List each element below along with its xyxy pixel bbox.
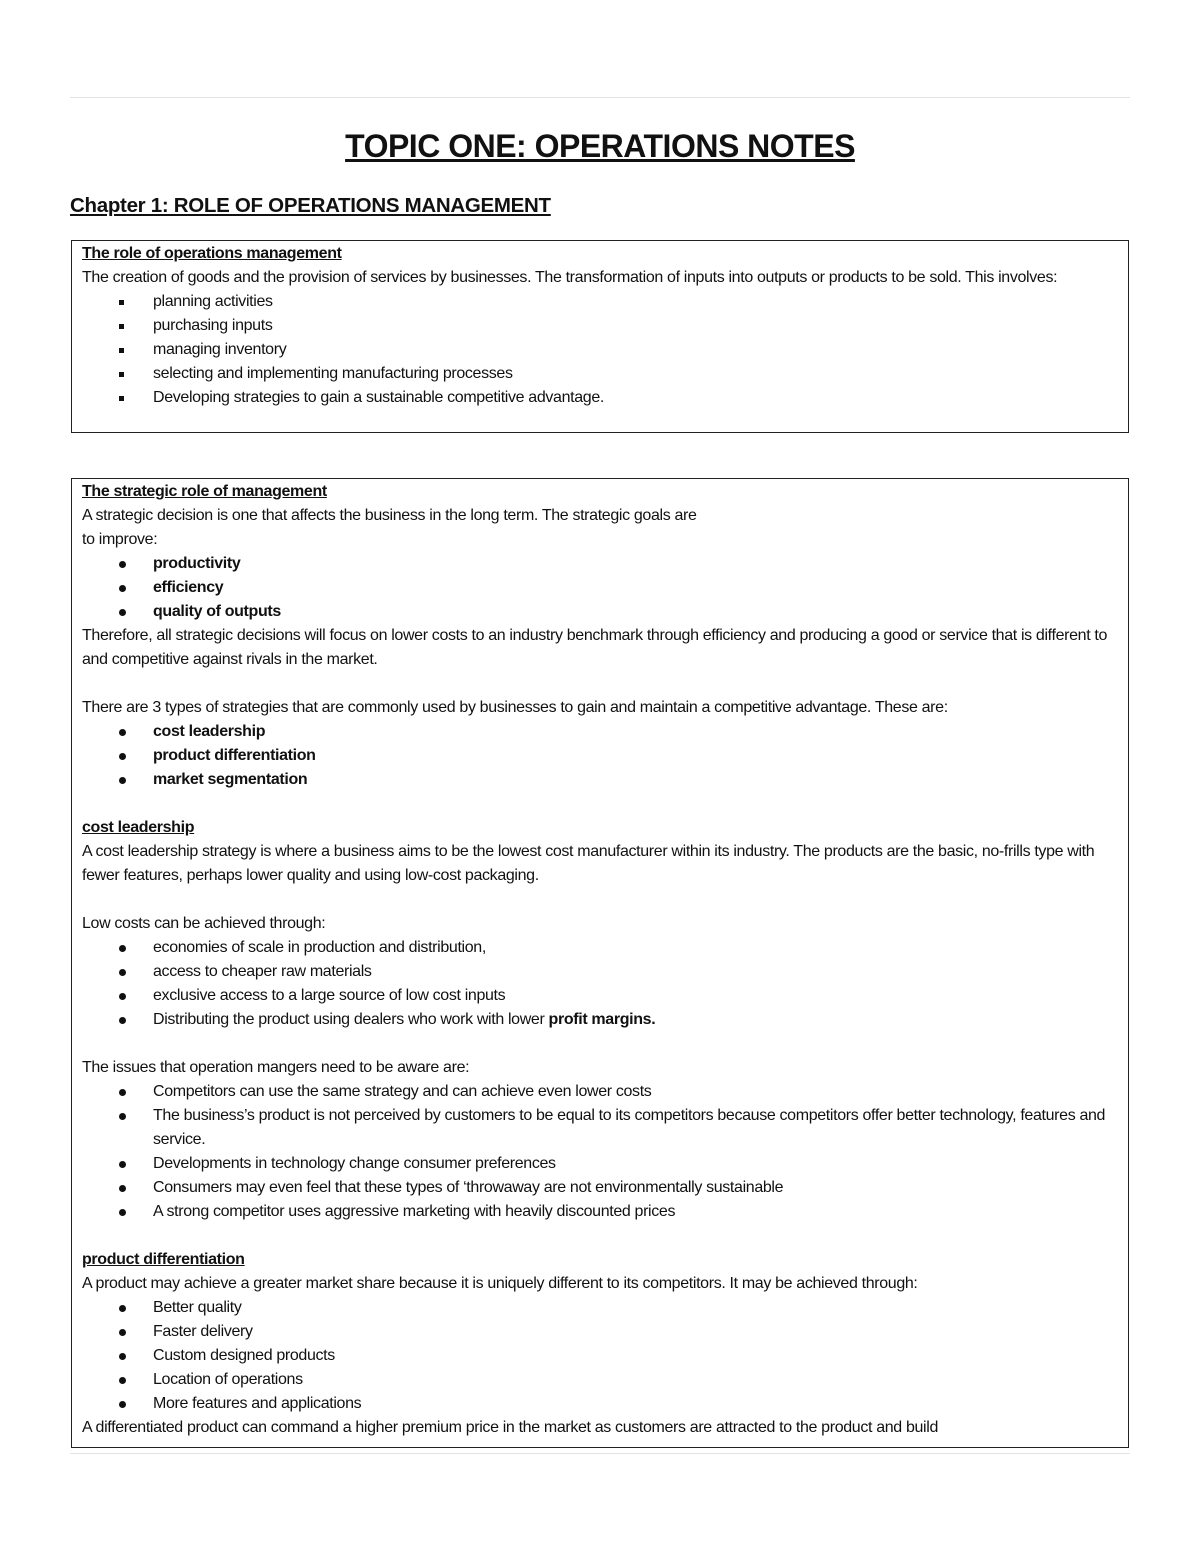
paragraph: Low costs can be achieved through: — [82, 915, 326, 932]
list-item: Custom designed products — [82, 1344, 1128, 1368]
list-item: market segmentation — [82, 768, 1128, 792]
list-item: Faster delivery — [82, 1320, 1128, 1344]
page-title: TOPIC ONE: OPERATIONS NOTES — [345, 128, 855, 164]
subsection-heading: cost leadership — [82, 819, 195, 836]
list-item: Developing strategies to gain a sustainable competitive advantage. — [82, 386, 1128, 410]
issues-list — [82, 1080, 1128, 1224]
list-item: cost leadership — [82, 720, 1128, 744]
list-item: productivity — [82, 552, 1128, 576]
list-item: Competitors can use the same strategy and can achieve even lower costs — [82, 1080, 1128, 1104]
list-item: access to cheaper raw materials — [82, 960, 1128, 984]
list-item: Consumers may even feel that these types of ‘throwaway are not environmentally sustainable — [82, 1176, 1128, 1200]
list-item: managing inventory — [82, 338, 1128, 362]
list-item: A strong competitor uses aggressive marketing with heavily discounted prices — [82, 1200, 1128, 1224]
list-item: exclusive access to a large source of low cost inputs — [82, 984, 1128, 1008]
list-item: The business’s product is not perceived by customers to be equal to its competitors because competitors offer better technology, features and service. — [82, 1104, 1128, 1152]
paragraph: A strategic decision is one that affects the business in the long term. The strategic goals are — [82, 507, 697, 524]
page-top-rule — [70, 97, 1130, 98]
list-item — [82, 1008, 1128, 1032]
paragraph: A product may achieve a greater market share because it is uniquely different to its competitors. It may be achieved through: — [82, 1275, 918, 1292]
differentiation-list — [82, 1296, 1128, 1416]
paragraph: A cost leadership strategy is where a business aims to be the lowest cost manufacturer within its industry. The products are the basic, no-frills type with fewer features, perhaps lower quality and using low-cost packaging. — [82, 843, 1095, 884]
paragraph: The creation of goods and the provision of services by businesses. The transformation of inputs into outputs or products to be sold. This involves: — [82, 269, 1058, 286]
list-item: quality of outputs — [82, 600, 1128, 624]
list-item: Location of operations — [82, 1368, 1128, 1392]
strategic-role-box — [71, 478, 1129, 1448]
list-item: selecting and implementing manufacturing processes — [82, 362, 1128, 386]
role-of-operations-box — [71, 240, 1129, 433]
strategy-types-list — [82, 720, 1128, 792]
list-item: purchasing inputs — [82, 314, 1128, 338]
page-bottom-rule — [70, 1453, 1130, 1454]
list-item: economies of scale in production and distribution, — [82, 936, 1128, 960]
paragraph: to improve: — [82, 531, 158, 548]
bold-term: profit margins. — [548, 1011, 656, 1028]
list-item-text: Distributing the product using dealers who work with lower — [153, 1011, 549, 1028]
list-item: Better quality — [82, 1296, 1128, 1320]
chapter-heading: Chapter 1: ROLE OF OPERATIONS MANAGEMENT — [70, 194, 551, 217]
paragraph: The issues that operation mangers need to be aware are: — [82, 1059, 470, 1076]
list-item: More features and applications — [82, 1392, 1128, 1416]
low-cost-list — [82, 936, 1128, 1032]
goals-list — [82, 552, 1128, 624]
paragraph: Therefore, all strategic decisions will focus on lower costs to an industry benchmark through efficiency and producing a good or service that is different to and competitive against rivals in the market. — [82, 627, 1108, 668]
list-item: Developments in technology change consumer preferences — [82, 1152, 1128, 1176]
paragraph: A differentiated product can command a higher premium price in the market as customers are attracted to the product and build — [82, 1419, 938, 1436]
list-item: efficiency — [82, 576, 1128, 600]
subsection-heading: product differentiation — [82, 1251, 245, 1268]
paragraph: There are 3 types of strategies that are commonly used by businesses to gain and maintain a competitive advantage. These are: — [82, 699, 948, 716]
list-item: planning activities — [82, 290, 1128, 314]
involves-list — [82, 290, 1128, 410]
section-heading: The role of operations management — [82, 245, 342, 262]
list-item: product differentiation — [82, 744, 1128, 768]
section-heading: The strategic role of management — [82, 483, 327, 500]
